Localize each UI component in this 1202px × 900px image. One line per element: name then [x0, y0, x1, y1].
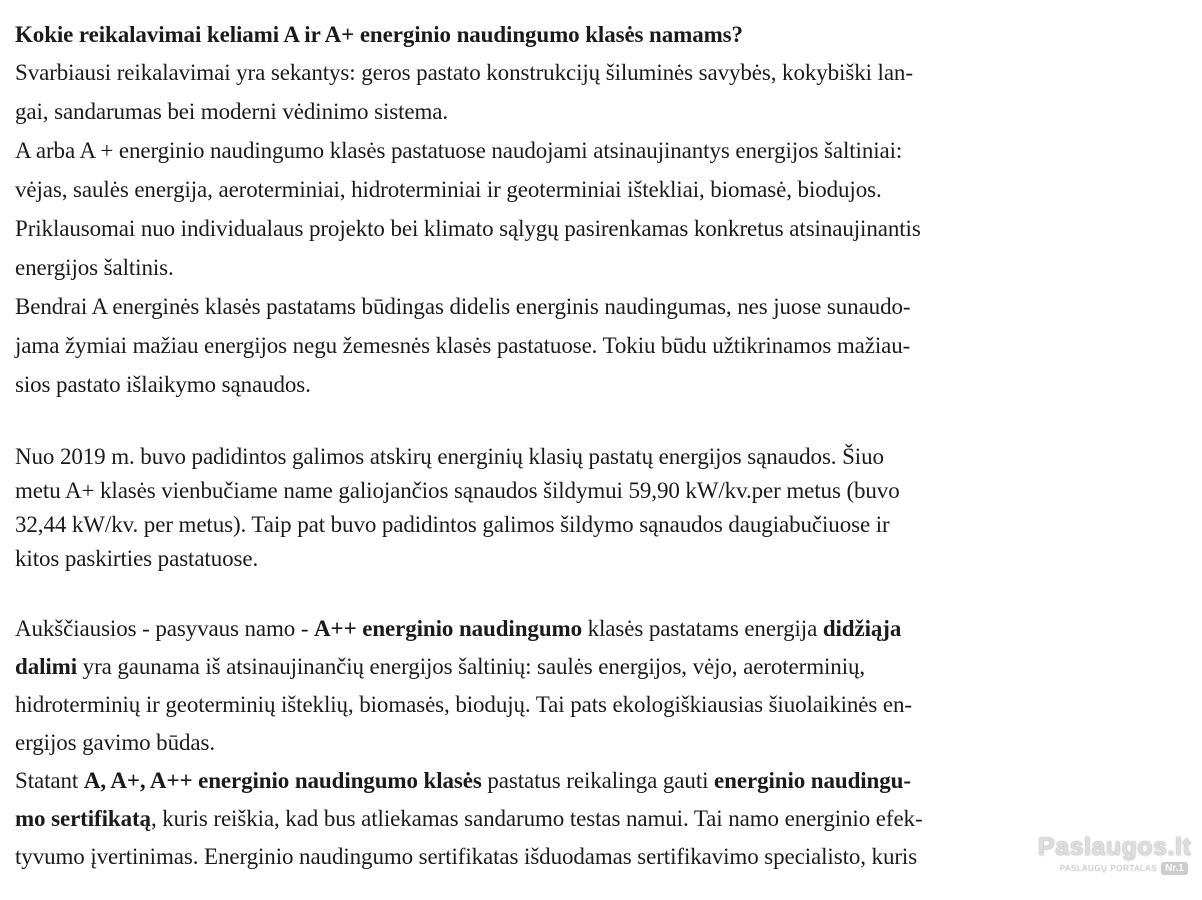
bold-text: A, A+, A++ energinio naudingumo klasės	[83, 768, 482, 793]
text-line	[15, 838, 1187, 876]
text-run: 32,44 kW/kv. per metus). Taip pat buvo padidintos galimos šildymo sąnaudos daugiabučiuose ir	[15, 512, 890, 537]
text-run: metu A+ klasės vienbučiame name galiojančios sąnaudos šildymui 59,90 kW/kv.per metus (buvo	[15, 478, 900, 503]
bold-text: A++ energinio naudingumo	[314, 616, 582, 641]
text-run: Statant	[15, 768, 84, 793]
text-line	[15, 131, 1187, 170]
bold-text: energinio naudingu-	[714, 768, 911, 793]
watermark-brand: Paslaugos.lt	[1038, 833, 1192, 861]
text-line	[15, 508, 1187, 542]
spacer	[15, 404, 1187, 440]
bold-text: mo sertifikatą	[15, 806, 151, 831]
text-line	[15, 648, 1187, 686]
text-run: yra gaunama iš atsinaujinančių energijos šaltinių: saulės energijos, vėjo, aeroterminių,	[77, 654, 866, 679]
text-run: Bendrai A energinės klasės pastatams būdingas didelis energinis naudingumas, nes juose sunaudo-	[15, 294, 911, 319]
bold-text: didžiąja	[822, 616, 902, 641]
text-run: Nuo 2019 m. buvo padidintos galimos atskirų energinių klasių pastatų energijos sąnaudos. Šiuo	[15, 444, 884, 469]
article	[15, 16, 1192, 876]
text-run: klasės pastatams energija	[581, 616, 823, 641]
text-line	[15, 686, 1187, 724]
bold-text: Kokie reikalavimai keliami A ir A+ energinio naudingumo klasės namams?	[15, 22, 743, 47]
text-run: Priklausomai nuo individualaus projekto bei klimato sąlygų pasirenkamas konkretus atsinaujinantis	[15, 216, 921, 241]
text-run: vėjas, saulės energija, aeroterminiai, hidroterminiai ir geoterminiai ištekliai, biomasė, biodujos.	[15, 177, 882, 202]
watermark-tagline: PASLAUGŲ PORTALAS	[1059, 864, 1158, 874]
text-run: A arba A + energinio naudingumo klasės pastatuose naudojami atsinaujinantys energijos šaltiniai:	[15, 138, 903, 163]
watermark-badge: Nr.1	[1161, 862, 1188, 875]
text-line	[15, 474, 1187, 508]
text-run: kitos paskirties pastatuose.	[15, 546, 259, 571]
text-line	[15, 542, 1187, 576]
text-line	[15, 800, 1187, 838]
text-line	[15, 440, 1187, 474]
text-run: ergijos gavimo būdas.	[15, 730, 215, 755]
text-run: energijos šaltinis.	[15, 255, 174, 280]
text-run: sios pastato išlaikymo sąnaudos.	[15, 372, 311, 397]
section-a-plus-plus	[15, 610, 1192, 876]
text-line	[15, 248, 1187, 287]
text-run: pastatus reikalinga gauti	[481, 768, 715, 793]
text-run: gai, sandarumas bei moderni vėdinimo sistema.	[15, 99, 449, 124]
spacer	[15, 576, 1187, 610]
text-run: jama žymiai mažiau energijos negu žemesnės klasės pastatuose. Tokiu būdu užtikrinamos mažiau-	[15, 333, 911, 358]
text-run: Svarbiausi reikalavimai yra sekantys: geros pastato konstrukcijų šiluminės savybės, kokybiški lan-	[15, 60, 913, 85]
text-line	[15, 326, 1187, 365]
section-requirements	[15, 16, 1187, 404]
text-line	[15, 53, 1187, 92]
text-run: , kuris reiškia, kad bus atliekamas sandarumo testas namui. Tai namo energinio efek-	[150, 806, 923, 831]
section-heading	[15, 16, 1187, 53]
text-line	[15, 762, 1187, 800]
text-line	[15, 209, 1187, 248]
text-line	[15, 610, 1187, 648]
text-run: tyvumo įvertinimas. Energinio naudingumo sertifikatas išduodamas sertifikavimo specialisto, kuris	[15, 844, 918, 869]
text-line	[15, 287, 1187, 326]
section-2019-changes	[15, 440, 1187, 576]
bold-text: dalimi	[15, 654, 78, 679]
text-run: hidroterminių ir geoterminių išteklių, biomasės, biodujų. Tai pats ekologiškiausias šiuolaikinės en-	[15, 692, 912, 717]
text-line	[15, 365, 1187, 404]
text-run: Aukščiausios - pasyvaus namo -	[15, 616, 315, 641]
text-line	[15, 170, 1187, 209]
text-line	[15, 724, 1187, 762]
text-line	[15, 92, 1187, 131]
